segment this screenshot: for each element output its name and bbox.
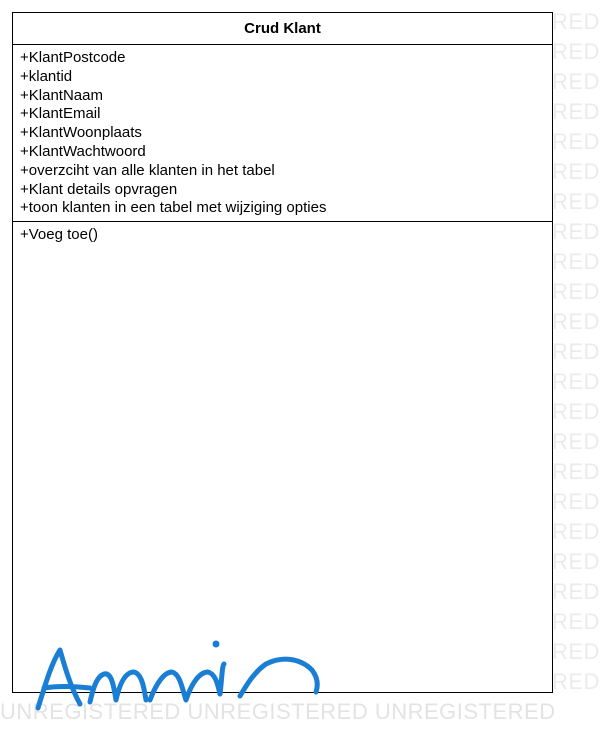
watermark-text: RED xyxy=(552,609,600,634)
watermark-text: RED xyxy=(552,39,600,64)
attribute-item: +overzciht van alle klanten in het tabel xyxy=(20,161,275,179)
attribute-item: +KlantPostcode xyxy=(20,49,126,66)
watermark-text: UNREGISTERED UNREGISTERED UNREGISTERED xyxy=(0,699,556,724)
attribute-item: +KlantWoonplaats xyxy=(20,124,142,142)
watermark-text: RED xyxy=(552,459,600,484)
attribute-item: +Klant details opvragen xyxy=(20,180,178,198)
operations-section xyxy=(13,222,552,245)
watermark-text: RED xyxy=(552,669,600,694)
watermark-text: RED xyxy=(552,399,600,424)
watermark-text: RED xyxy=(552,489,600,514)
signature-stroke-a-bar xyxy=(44,687,90,689)
watermark-text: RED xyxy=(552,219,600,244)
watermark-text: RED xyxy=(552,369,600,394)
attribute-item: +klantid xyxy=(20,67,73,85)
class-title: Crud Klant xyxy=(13,13,552,45)
attribute-item: +toon klanten in een tabel met wijziging opties xyxy=(20,199,327,217)
watermark-text: RED xyxy=(552,279,600,304)
watermark-text: RED xyxy=(552,9,600,34)
signature-stroke-n xyxy=(240,659,317,696)
watermark-text: RED xyxy=(552,249,600,274)
attribute-item: +KlantWachtwoord xyxy=(20,142,146,160)
handwritten-signature xyxy=(30,630,330,720)
watermark-text: RED xyxy=(552,99,600,124)
signature-stroke-a xyxy=(38,650,80,708)
signature-stroke-m1 xyxy=(90,672,146,702)
watermark-text: RED xyxy=(552,69,600,94)
watermark-text: RED xyxy=(552,129,600,154)
watermark-text: RED xyxy=(552,639,600,664)
watermark-text: RED xyxy=(552,549,600,574)
watermark-text: RED xyxy=(552,579,600,604)
operation-item: +Voeg toe() xyxy=(20,226,98,243)
attribute-item: +KlantNaam xyxy=(20,86,103,104)
watermark-text: RED xyxy=(552,429,600,454)
attributes-section xyxy=(13,45,552,222)
signature-stroke-m2 xyxy=(150,672,220,700)
watermark-text: RED xyxy=(552,159,600,184)
watermark-text: RED xyxy=(552,519,600,544)
watermark-text: RED xyxy=(552,189,600,214)
uml-class-box[interactable] xyxy=(12,12,553,693)
watermark-text: RED xyxy=(552,309,600,334)
watermark-text: RED xyxy=(552,339,600,364)
attribute-item: +KlantEmail xyxy=(20,105,101,123)
signature-i-dot xyxy=(213,641,220,648)
signature-text: Amin xyxy=(30,630,33,631)
signature-stroke-i xyxy=(220,664,224,694)
